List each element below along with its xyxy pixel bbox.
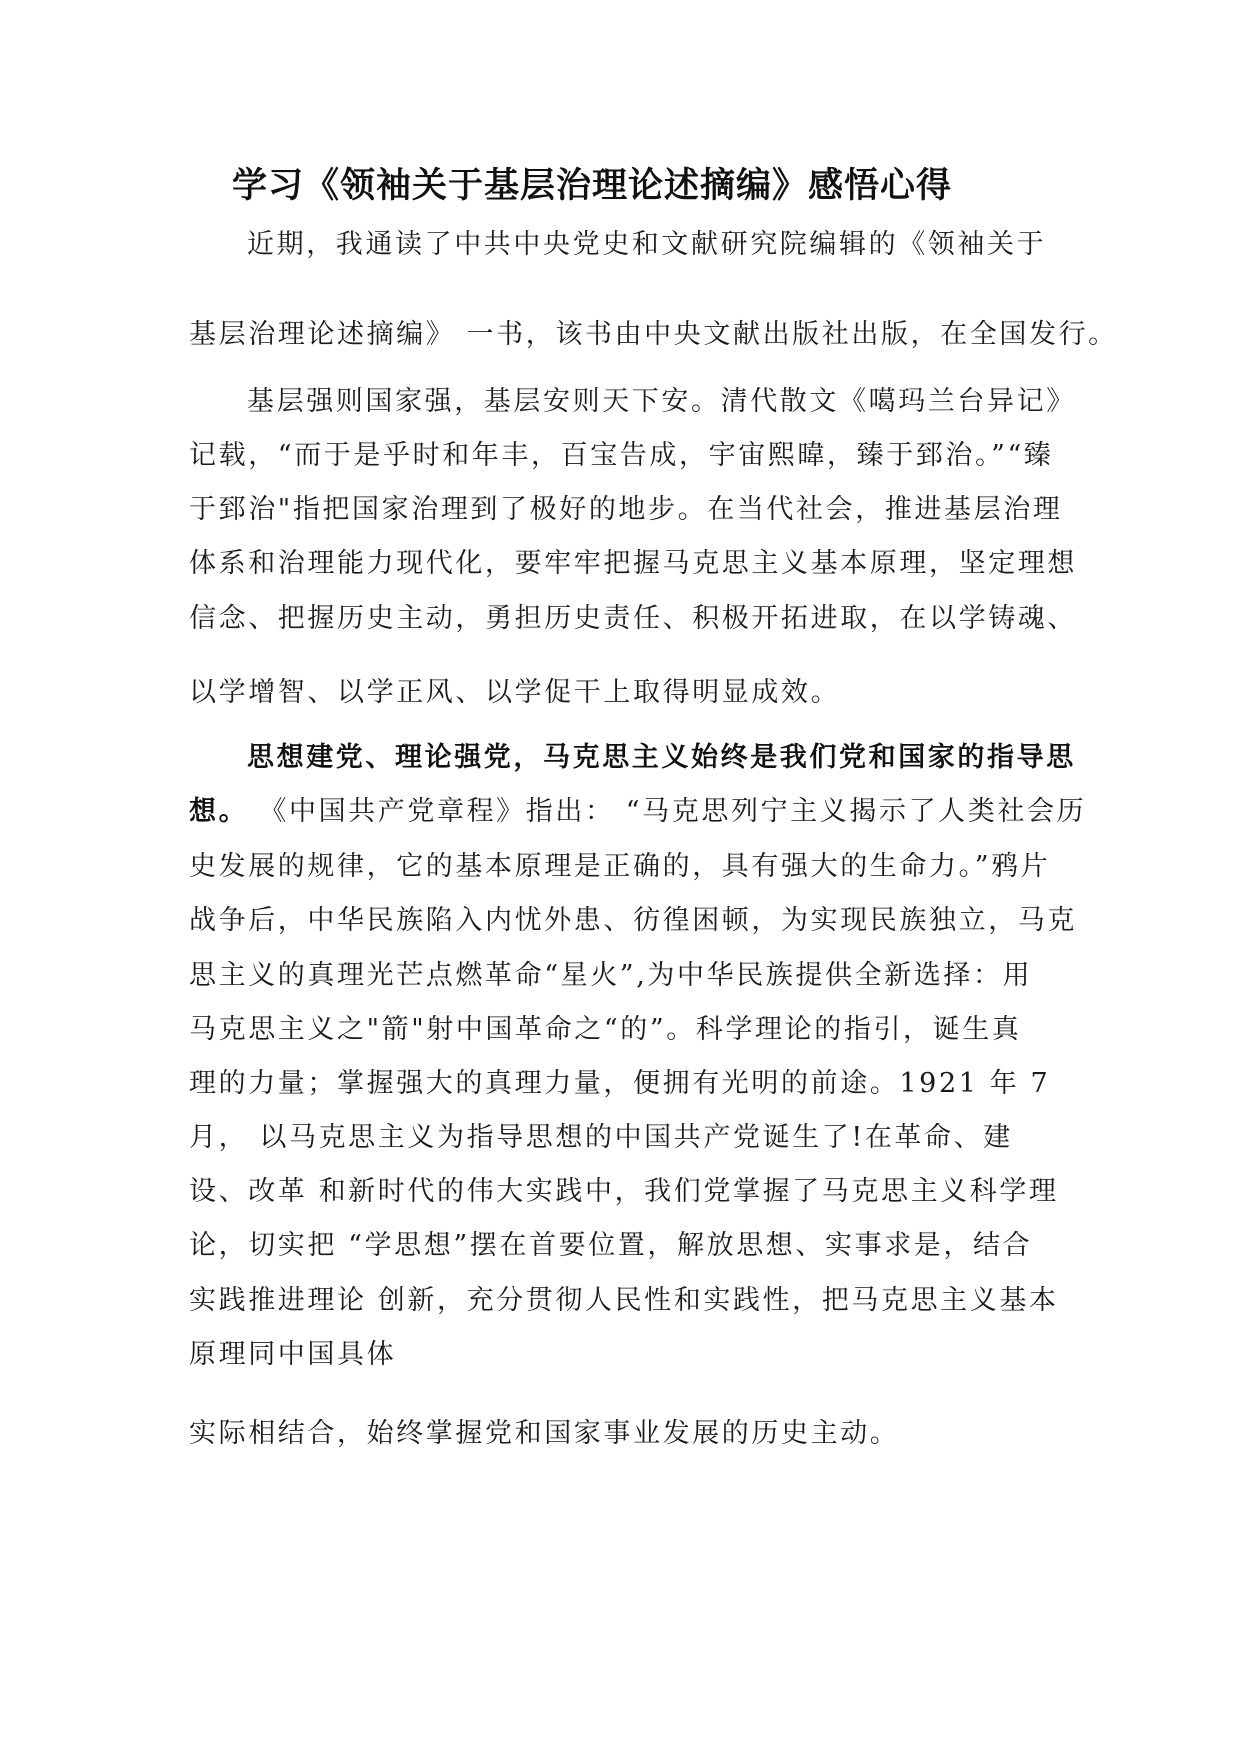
- document-title: 学习《领袖关于基层治理论述摘编》感悟心得: [232, 165, 953, 206]
- paragraph-line: 基层强则国家强，基层安则天下安。清代散文《噶玛兰台异记》: [247, 386, 1076, 417]
- paragraph-bold-line: 思想建党、理论强党，马克思主义始终是我们党和国家的指导思: [247, 742, 1076, 773]
- line-text: 《中国共产党章程》指出： “马克思列宁主义揭示了人类社会历: [248, 796, 1087, 827]
- paragraph-line: 记载，“而于是乎时和年丰，百宝告成，宇宙熙暐，臻于郅治。”“臻: [189, 440, 1054, 471]
- paragraph-line: 实际相结合，始终掌握党和国家事业发展的历史主动。: [189, 1418, 900, 1449]
- paragraph-line: 信念、把握历史主动，勇担历史责任、积极开拓进取，在以学铸魂、: [189, 603, 1077, 634]
- paragraph-line: 近期，我通读了中共中央党史和文献研究院编辑的《领袖关于: [247, 229, 1047, 260]
- paragraph-line: 论，切实把 “学思想”摆在首要位置，解放思想、实事求是，结合: [189, 1230, 1033, 1261]
- paragraph-line: 设、改革 和新时代的伟大实践中，我们党掌握了马克思主义科学理: [189, 1176, 1059, 1207]
- paragraph-line: 战争后，中华民族陷入内忧外患、彷徨困顿，为实现民族独立，马克: [189, 905, 1077, 936]
- paragraph-line: 实践推进理论 创新，充分贯彻人民性和实践性，把马克思主义基本: [189, 1285, 1059, 1316]
- paragraph-line: 原理同中国具体: [189, 1339, 397, 1370]
- paragraph-line: 思主义的真理光芒点燃革命“星火”,为中华民族提供全新选择：用: [189, 960, 1033, 991]
- paragraph-line: 史发展的规律，它的基本原理是正确的，具有强大的生命力。”鸦片: [189, 851, 1051, 882]
- bold-fragment: 想。: [189, 796, 249, 827]
- paragraph-line: 于郅治"指把国家治理到了极好的地步。在当代社会，推进基层治理: [189, 494, 1063, 525]
- paragraph-line: 基层治理论述摘编》 一书，该书由中央文献出版社出版，在全国发行。: [189, 319, 1118, 350]
- paragraph-line: 理的力量；掌握强大的真理力量，便拥有光明的前途。1921 年 7: [189, 1068, 1051, 1099]
- paragraph-line: 以学增智、以学正风、以学促干上取得明显成效。: [189, 677, 841, 708]
- paragraph-line: 月， 以马克思主义为指导思想的中国共产党诞生了!在革命、建: [189, 1122, 1013, 1153]
- paragraph-line: [189, 789, 1086, 828]
- paragraph-line: 体系和治理能力现代化，要牢牢把握马克思主义基本原理，坚定理想: [189, 548, 1077, 579]
- paragraph-line: 马克思主义之"箭"射中国革命之“的”。科学理论的指引，诞生真: [189, 1014, 1022, 1045]
